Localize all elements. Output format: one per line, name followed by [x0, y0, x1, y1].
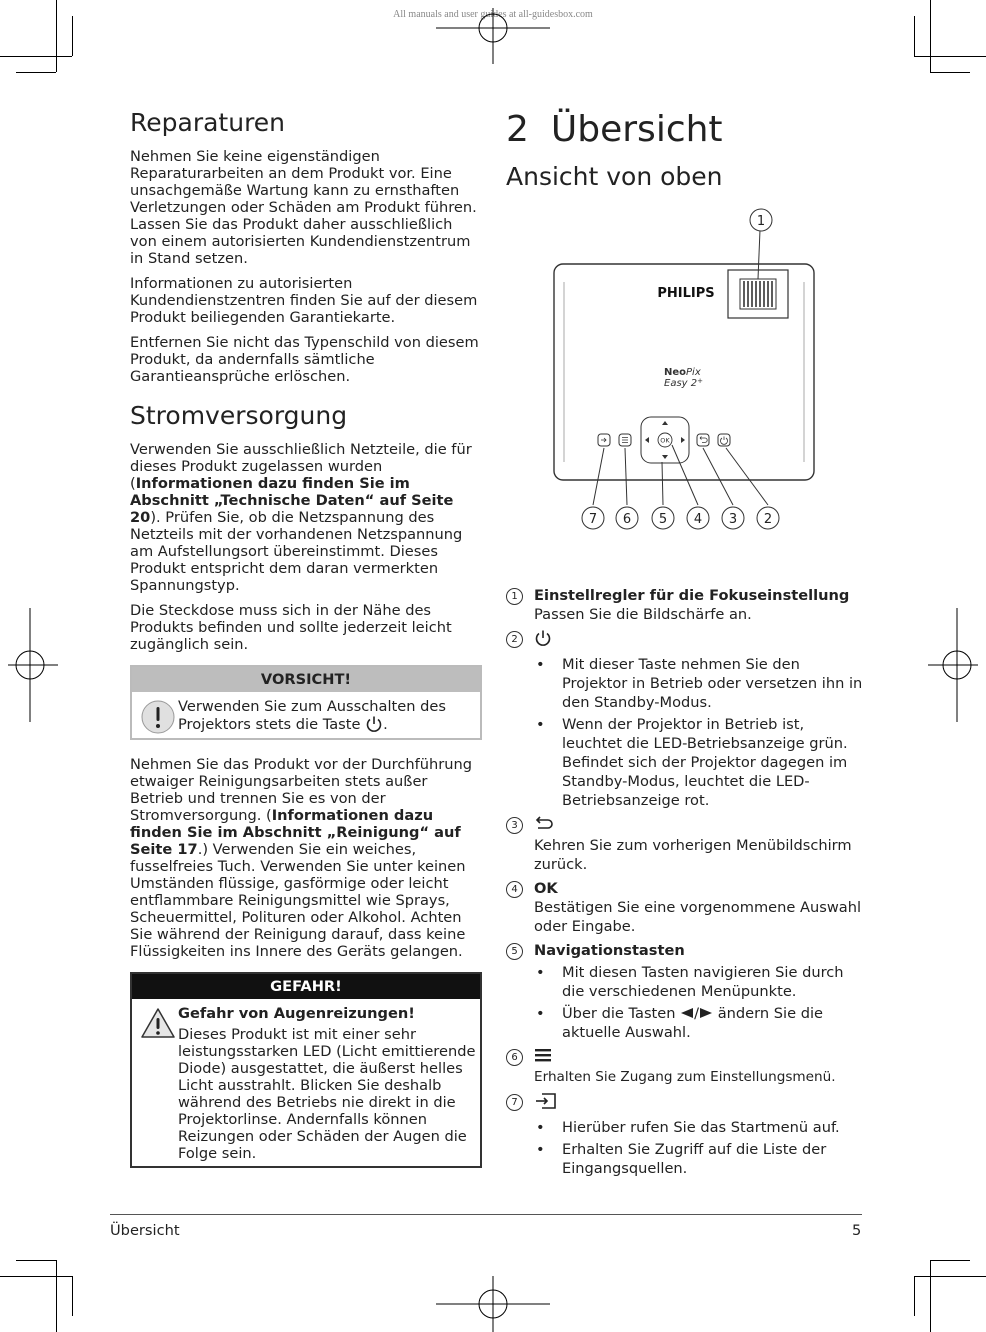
cleaning-reference: Informationen dazu finden Sie im Abschnitt „Reinigung“ auf Seite 17 — [130, 807, 461, 858]
list-item: 2 • Mit dieser Taste nehmen Sie den Projektor in Betrieb oder versetzen ihn in den Standby-Modus. • Wenn der Projektor in Betrieb ist, leuchtet die LED-Betriebsanzeige grün. Befindet sich der Projektor dagegen im Standby-Modus, leuchtet die LED-Betriebsanzeige rot. — [506, 629, 864, 810]
power-button — [718, 434, 730, 446]
bullet-item: • Über die Tasten / ändern Sie die aktuelle Auswahl. — [534, 1004, 864, 1042]
repair-paragraph: Entfernen Sie nicht das Typenschild von diesem Produkt, da andernfalls sämtliche Garantieansprüche erlöschen. — [130, 334, 479, 385]
caution-title: VORSICHT! — [132, 667, 480, 692]
item-desc: Passen Sie die Bildschärfe an. — [534, 606, 752, 623]
bullet-item: • Hierüber rufen Sie das Startmenü auf. — [534, 1118, 864, 1137]
list-item: 3 Kehren Sie zum vorherigen Menübildschirm zurück. — [506, 815, 864, 874]
callout-6: 6 — [622, 512, 632, 527]
repair-paragraph: Informationen zu autorisierten Kundendienstzentren finden Sie auf der diesem Produkt beiliegenden Garantiekarte. — [130, 275, 478, 326]
model-name-line2: Easy 2+ — [664, 377, 703, 389]
brand-logo: PHILIPS — [657, 286, 715, 301]
caution-icon — [138, 698, 178, 734]
left-arrow-icon — [680, 1005, 694, 1022]
left-column — [130, 108, 482, 1184]
callout-7: 7 — [588, 512, 598, 527]
watermark: All manuals and user guides at all-guidesbox.com — [393, 9, 593, 20]
power-paragraph: Die Steckdose muss sich in der Nähe des Produkts befinden und sollte jederzeit leicht zugänglich sein. — [130, 602, 452, 653]
repair-heading: Reparaturen — [130, 108, 286, 137]
back-icon — [534, 815, 864, 836]
menu-button — [619, 434, 631, 446]
power-icon — [365, 716, 383, 733]
callout-1: 1 — [756, 214, 766, 229]
callout-4: 4 — [693, 512, 703, 527]
bullet-item: • Erhalten Sie Zugriff auf die Liste der Eingangsquellen. — [534, 1140, 864, 1178]
danger-title: GEFAHR! — [132, 974, 480, 999]
footer-section: Übersicht — [110, 1222, 180, 1239]
item-desc: Kehren Sie zum vorherigen Menübildschirm zurück. — [534, 837, 852, 873]
cleaning-paragraph: Nehmen Sie das Produkt vor der Durchführung etwaiger Reinigungsarbeiten stets außer Betrieb und trennen Sie es von der Stromversorgung. (Informationen dazu finden Sie im Abschnitt „Reinigung“ auf Seite 17.) Verwenden Sie ein weiches, fusselfreies Tuch. Verwenden Sie unter keinen Umständen flüssige, gasförmige oder leicht entflammbare Reinigungsmittel wie Sprays, Scheuermittel, Polituren oder Alkohol. Achten Sie während der Reinigung darauf, dass keine Flüssigkeiten ins Innere des Geräts gelangen. — [130, 756, 473, 960]
source-icon — [534, 1092, 864, 1115]
item-title: OK — [534, 880, 558, 897]
callout-5: 5 — [658, 512, 668, 527]
projector-top-view-diagram — [540, 200, 840, 540]
list-item: 1 Einstellregler für die Fokuseinstellung Passen Sie die Bildschärfe an. — [506, 586, 864, 624]
source-button — [598, 434, 610, 446]
item-desc: Bestätigen Sie eine vorgenommene Auswahl oder Eingabe. — [534, 899, 862, 935]
callout-3: 3 — [728, 512, 738, 527]
repair-paragraph: Nehmen Sie keine eigenständigen Reparaturarbeiten an dem Produkt vor. Eine unsachgemäße Wartung kann zu ernsthaften Verletzungen oder Schäden am Produkt führen. Lassen Sie das Produkt daher ausschließlich von einem autorisierten Kundendienstzentrum in Stand setzen. — [130, 148, 477, 267]
page-number: 5 — [852, 1222, 862, 1239]
navigation-pad — [641, 417, 689, 463]
model-name-line1: NeoPix — [664, 367, 701, 378]
footer-divider — [110, 1214, 862, 1215]
callout-2: 2 — [763, 512, 773, 527]
warning-triangle-icon — [138, 1005, 178, 1162]
caution-text: Verwenden Sie zum Ausschalten des Projektors stets die Taste . — [178, 698, 446, 733]
list-item: 4 OK Bestätigen Sie eine vorgenommene Auswahl oder Eingabe. — [506, 879, 864, 936]
back-button — [697, 434, 709, 446]
menu-icon — [534, 1047, 864, 1068]
section-title: Ansicht von oben — [506, 162, 723, 191]
bullet-item: • Mit diesen Tasten navigieren Sie durch die verschiedenen Menüpunkte. — [534, 963, 864, 1001]
right-column — [506, 108, 866, 203]
power-reference: Informationen dazu finden Sie im Abschnitt „Technische Daten“ auf Seite 20 — [130, 475, 454, 526]
item-title: Einstellregler für die Fokuseinstellung — [534, 587, 850, 604]
danger-box — [130, 972, 482, 1168]
danger-subtitle: Gefahr von Augenreizungen! — [178, 1005, 415, 1022]
chapter-title: 2 Übersicht — [506, 109, 723, 150]
button-description-list — [506, 586, 864, 1183]
list-item: 6 Erhalten Sie Zugang zum Einstellungsmenü. — [506, 1047, 864, 1087]
danger-text: Dieses Produkt ist mit einer sehr leistungsstarken LED (Licht emittierende Diode) ausgestattet, die äußerst helles Licht ausstrahlt. Blicken Sie deshalb während des Betriebs nie direkt in die Projektorlinse. Andernfalls können Reizungen oder Schäden der Augen die Folge sein. — [178, 1026, 476, 1162]
item-title: Navigationstasten — [534, 942, 685, 959]
power-paragraph: Verwenden Sie ausschließlich Netzteile, die für dieses Produkt zugelassen wurden (Informationen dazu finden Sie im Abschnitt „Technische Daten“ auf Seite 20). Prüfen Sie, ob die Netzspannung des Netzteils mit der vorhandenen Netzspannung am Aufstellungsort übereinstimmt. Dieses Produkt entspricht dem daran vermerkten Spannungstyp. — [130, 441, 472, 594]
list-item: 7 • Hierüber rufen Sie das Startmenü auf. • Erhalten Sie Zugriff auf die Liste der Eingangsquellen. — [506, 1092, 864, 1178]
list-item: 5 Navigationstasten • Mit diesen Tasten navigieren Sie durch die verschiedenen Menüpunkte. • Über die Tasten / ändern Sie die aktuelle Auswahl. — [506, 941, 864, 1042]
right-arrow-icon — [699, 1005, 713, 1022]
bullet-item: • Mit dieser Taste nehmen Sie den Projektor in Betrieb oder versetzen ihn in den Standby-Modus. — [534, 655, 864, 712]
bullet-item: • Wenn der Projektor in Betrieb ist, leuchtet die LED-Betriebsanzeige grün. Befindet sich der Projektor dagegen im Standby-Modus, leuchtet die LED-Betriebsanzeige rot. — [534, 715, 864, 810]
caution-box — [130, 665, 482, 740]
item-desc: Erhalten Sie Zugang zum Einstellungsmenü. — [534, 1069, 836, 1085]
ok-button: OK — [660, 436, 670, 445]
power-heading: Stromversorgung — [130, 401, 348, 430]
power-icon — [534, 629, 864, 652]
